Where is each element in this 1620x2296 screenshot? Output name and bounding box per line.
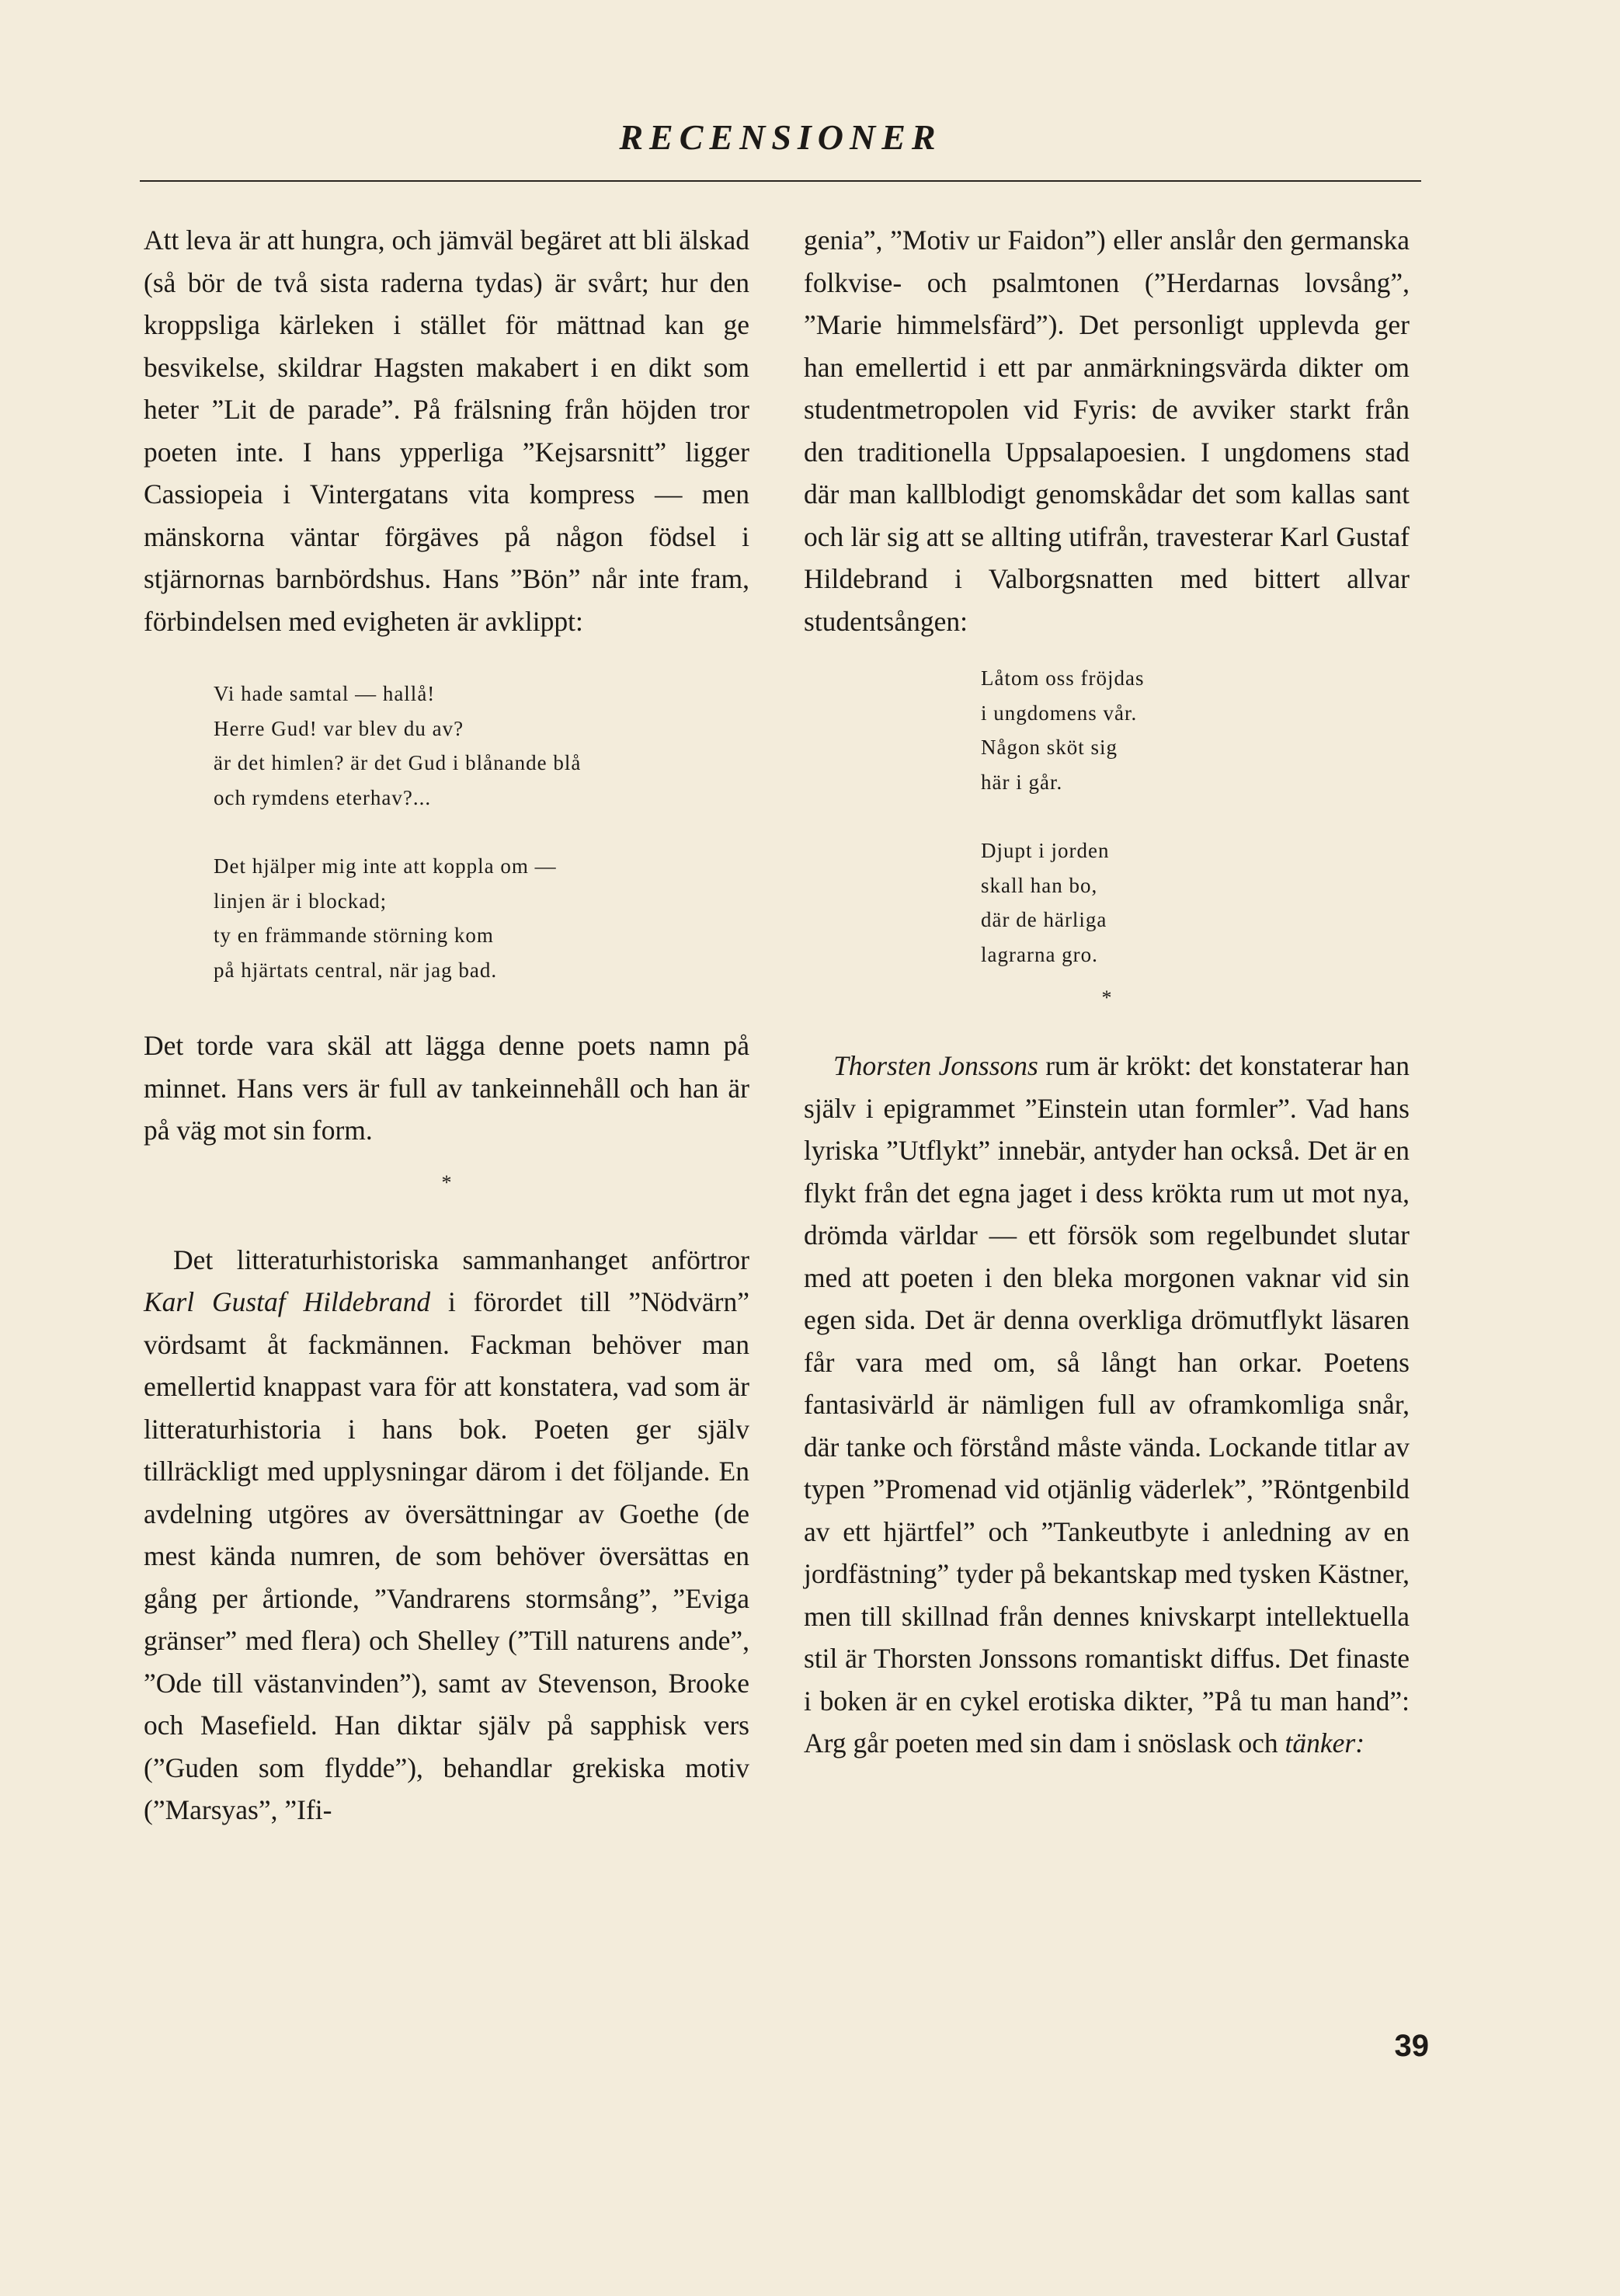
- header-rule: [140, 180, 1421, 182]
- poem-line: linjen är i blockad;: [214, 889, 388, 913]
- poem-line: är det himlen? är det Gud i blånande blå: [214, 751, 582, 774]
- paragraph-text: i förordet till ”Nödvärn” vördsamt åt fackmännen. Fackman behöver man emellertid knappast vara för att konstatera, vad som är litteraturhistoria i hans bok. Poeten ger själv tillräckligt med upplysningar därom i det följande. En avdelning utgöres av översättningar av Goethe (de mest kända numren, de som behöver översättas en gång per årtionde, ”Vandrarens stormsång”, ”Eviga gränser” med flera) och Shelley (”Till naturens ande”, ”Ode till västanvinden”), samt av Stevenson, Brooke och Masefield. Han diktar själv på sapphisk vers (”Guden som flydde”), behandlar grekiska motiv (”Marsyas”, ”Ifi-: [144, 1286, 749, 1825]
- left-paragraph-1: Att leva är att hungra, och jämväl begäret att bli älskad (så bör de två sista raderna tydas) är svårt; hur den kroppsliga kärleken i stället för mättnad kan ge besvikelse, skildrar Hagsten makabert i en dikt som heter ”Lit de parade”. På frälsning från höjden tror poeten inte. I hans ypperliga ”Kejsarsnitt” ligger Cassiopeia i Vintergatans vita kompress — men mänskorna väntar förgäves på någon födsel i stjärnornas barnbördshus. Hans ”Bön” når inte fram, förbindelsen med evigheten är avklippt:: [144, 224, 749, 637]
- poem-line: Vi hade samtal — hallå!: [214, 682, 436, 705]
- poem-line: där de härliga: [981, 908, 1107, 931]
- author-name: Thorsten Jonssons: [833, 1050, 1038, 1081]
- right-paragraph-1: genia”, ”Motiv ur Faidon”) eller anslår den germanska folkvise- och psalmtonen (”Herdarnas lovsång”, ”Marie himmelsfärd”). Det personligt upplevda ger han emellertid i ett par anmärkningsvärda dikter om studentmetropolen vid Fyris: de avviker starkt från den traditionella Uppsalapoesien. I ungdomens stad där man kallblodigt genomskådar det som kallas sant och lär sig att se allting utifrån, travesterar Karl Gustaf Hildebrand i Valborgsnatten med bittert allvar studentsången:: [804, 224, 1410, 637]
- right-column: [804, 219, 1410, 1765]
- poem-line: Djupt i jorden: [981, 839, 1110, 862]
- poem-line: skall han bo,: [981, 873, 1098, 897]
- paragraph-text: Det litteraturhistoriska sammanhanget anförtror: [173, 1244, 749, 1275]
- poem-line: Herre Gud! var blev du av?: [214, 716, 464, 740]
- page-number: 39: [1394, 2029, 1429, 2063]
- author-name: Karl Gustaf Hildebrand: [144, 1286, 431, 1317]
- poem-line: Det hjälper mig inte att koppla om —: [214, 854, 557, 878]
- poem-stanza: [981, 661, 1410, 799]
- paragraph-text-italic: tänker:: [1285, 1727, 1365, 1759]
- poem-line: på hjärtats central, när jag bad.: [214, 958, 498, 982]
- poem-line: i ungdomens vår.: [981, 701, 1138, 725]
- left-paragraph-2: Det torde vara skäl att lägga denne poets namn på minnet. Hans vers är full av tankeinnehåll och han är på väg mot sin form.: [144, 1030, 749, 1146]
- poem-line: ty en främmande störning kom: [214, 924, 494, 947]
- poem-line: och rymdens eterhav?...: [214, 785, 432, 809]
- section-separator: *: [441, 1171, 452, 1194]
- right-paragraph-2: [804, 1045, 1410, 1765]
- left-column: [144, 219, 749, 1832]
- poem-stanza: [981, 833, 1410, 972]
- poem-stanza: [214, 849, 749, 987]
- poem-line: Låtom oss fröjdas: [981, 666, 1145, 690]
- left-poem: [214, 677, 749, 987]
- running-header: RECENSIONER: [619, 117, 942, 157]
- paragraph-text: rum är krökt: det konstaterar han själv i epigrammet ”Einstein utan formler”. Vad hans lyriska ”Utflykt” innebär, antyder han också. Det är en flykt från det egna jaget i dess krökta rum ut mot nya, drömda världar — ett försök som regelbundet slutar med att poeten i den bleka morgonen vaknar vid sin egen sida. Det är denna overkliga drömutflykt läsaren får vara med om, så långt han orkar. Poetens fantasivärld är nämligen full av oframkomliga snår, där tanke och förstånd måste vända. Lockande titlar av typen ”Promenad vid otjänlig väderlek”, ”Röntgenbild av ett hjärtfel” och ”Tankeutbyte i anledning av en jordfästning” tyder på bekantskap med tysken Kästner, men till skillnad från dennes knivskarpt intellektuella stil är Thorsten Jonssons romantiskt diffus. Det finaste i boken är en cykel erotiska dikter, ”På tu man hand”: Arg går poeten med sin dam i snöslask och: [804, 1050, 1410, 1759]
- poem-line: Någon sköt sig: [981, 736, 1118, 759]
- poem-stanza: [214, 677, 749, 815]
- poem-line: här i går.: [981, 770, 1063, 794]
- poem-line: lagrarna gro.: [981, 942, 1098, 966]
- section-separator: *: [1101, 986, 1112, 1009]
- right-poem: [981, 661, 1410, 972]
- left-paragraph-3: [144, 1239, 749, 1832]
